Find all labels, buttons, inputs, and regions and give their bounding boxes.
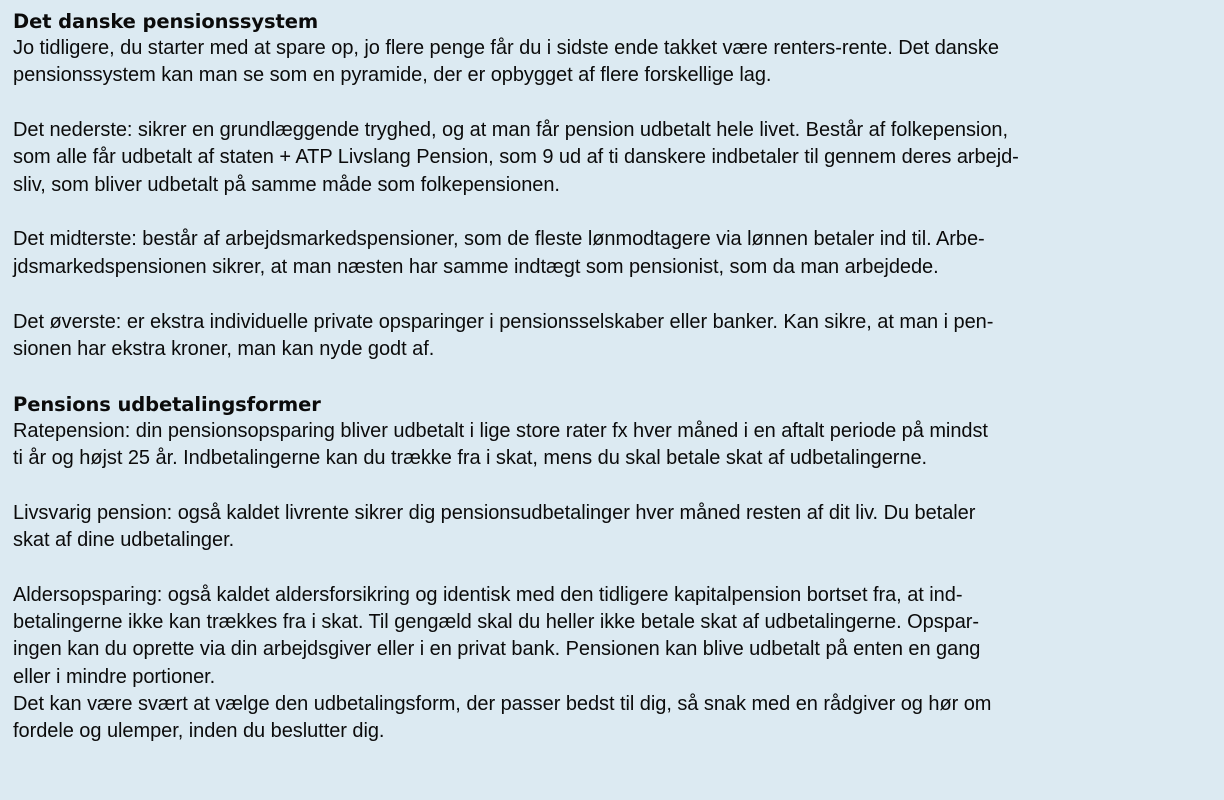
top-layer-paragraph bbox=[13, 309, 1210, 364]
text-line: skat af dine udbetalinger. bbox=[13, 529, 235, 552]
paragraph-spacer bbox=[13, 363, 1210, 391]
text-line: Jo tidligere, du starter med at spare op, jo flere penge får du i sidste ende takket være renters-rente. Det danske bbox=[13, 37, 999, 59]
text-line: sionen har ekstra kroner, man kan nyde godt af. bbox=[13, 337, 435, 360]
intro-paragraph bbox=[13, 35, 1210, 90]
text-line: betalingerne ikke kan trækkes fra i skat. Til gengæld skal du heller ikke betale skat af udbetalingerne. Opspar- bbox=[13, 611, 980, 634]
text-line: som alle får udbetalt af staten + ATP Livslang Pension, som 9 ud af ti danskere indbetaler til gennem deres arbejd- bbox=[13, 146, 1019, 169]
text-line: ti år og højst 25 år. Indbetalingerne kan du trække fra i skat, mens du skal betale skat af udbetalingerne. bbox=[13, 446, 928, 469]
text-line: eller i mindre portioner. bbox=[13, 665, 216, 688]
paragraph-spacer bbox=[13, 554, 1210, 582]
closing-paragraph bbox=[13, 691, 1210, 746]
text-line: Det midterste: består af arbejdsmarkedspensioner, som de fleste lønmodtagere via lønnen betaler ind til. Arbe- bbox=[13, 228, 985, 251]
text-line: jdsmarkedspensionen sikrer, at man næsten har samme indtægt som pensionist, som da man arbejdede. bbox=[13, 255, 939, 278]
text-line: Det øverste: er ekstra individuelle private opsparinger i pensionsselskaber eller banker. Kan sikre, at man i pen- bbox=[13, 310, 994, 333]
paragraph-spacer bbox=[13, 281, 1210, 309]
ratepension-paragraph bbox=[13, 418, 1210, 473]
section-heading-pension-system: Det danske pensionssystem bbox=[13, 10, 319, 33]
text-line: Aldersopsparing: også kaldet aldersforsikring og identisk med den tidligere kapitalpension bortset fra, at ind- bbox=[13, 583, 963, 606]
middle-layer-paragraph bbox=[13, 226, 1210, 281]
text-line: fordele og ulemper, inden du beslutter dig. bbox=[13, 720, 385, 743]
paragraph-spacer bbox=[13, 90, 1210, 118]
bottom-layer-paragraph bbox=[13, 117, 1210, 199]
paragraph-spacer bbox=[13, 472, 1210, 500]
text-line: sliv, som bliver udbetalt på samme måde som folkepensionen. bbox=[13, 173, 560, 196]
livsvarig-paragraph bbox=[13, 500, 1210, 555]
section-heading-payout-forms: Pensions udbetalingsformer bbox=[13, 392, 321, 416]
text-line: Det nederste: sikrer en grundlæggende tryghed, og at man får pension udbetalt hele livet. Består af folkepension, bbox=[13, 119, 1008, 142]
text-line: ingen kan du oprette via din arbejdsgiver eller i en privat bank. Pensionen kan blive udbetalt på enten en gang bbox=[13, 638, 981, 661]
text-line: Ratepension: din pensionsopsparing bliver udbetalt i lige store rater fx hver måned i en aftalt periode på mindst bbox=[13, 419, 988, 442]
paragraph-spacer bbox=[13, 199, 1210, 227]
text-line: Det kan være svært at vælge den udbetalingsform, der passer bedst til dig, så snak med en rådgiver og hør om bbox=[13, 693, 992, 716]
text-line: Livsvarig pension: også kaldet livrente sikrer dig pensionsudbetalinger hver måned resten af dit liv. Du betaler bbox=[13, 501, 976, 524]
text-line: pensionssystem kan man se som en pyramide, der er opbygget af flere forskellige lag. bbox=[13, 64, 772, 87]
aldersopsparing-paragraph bbox=[13, 582, 1210, 691]
